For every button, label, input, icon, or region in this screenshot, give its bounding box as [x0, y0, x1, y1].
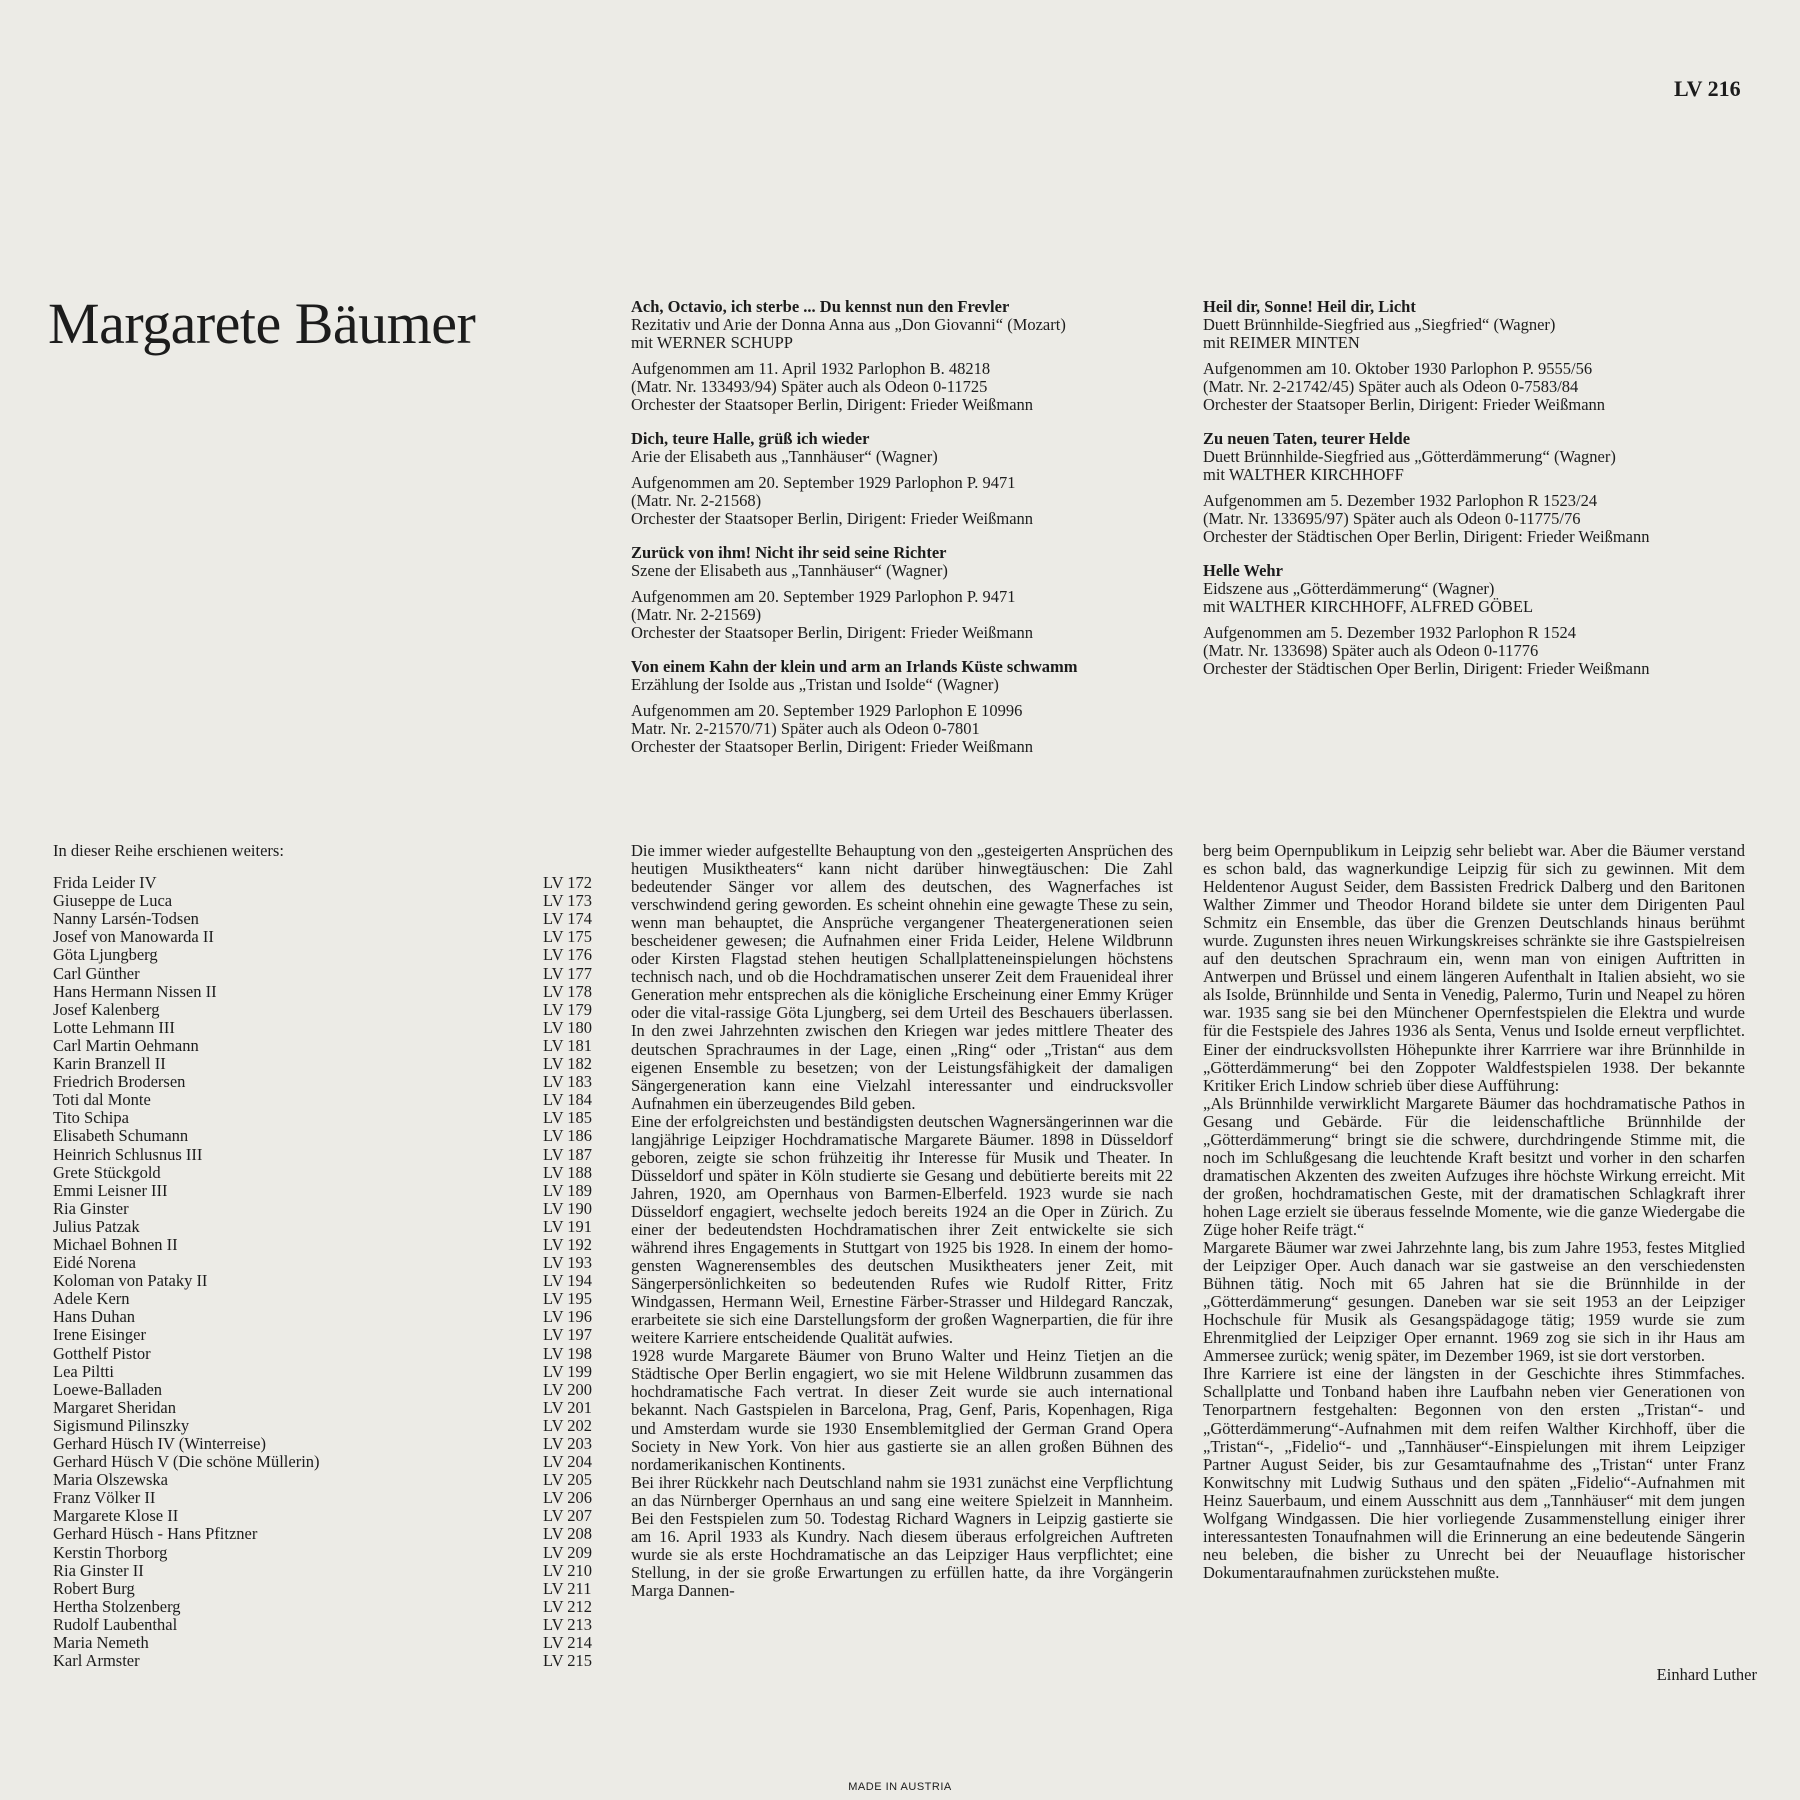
track-recording: Aufgenommen am 10. Oktober 1930 Parlophon P. 9555/56 — [1203, 359, 1593, 378]
series-row — [53, 1399, 601, 1417]
series-name: Sigismund Pilinszky — [53, 1415, 190, 1435]
track-list-right — [1203, 298, 1763, 694]
series-name: Karl Armster — [53, 1651, 140, 1671]
series-name: Göta Ljungberg — [53, 945, 158, 965]
series-code: LV 203 — [543, 1434, 593, 1453]
track-performers: mit REIMER MINTEN — [1203, 333, 1360, 352]
track-matrix: (Matr. Nr. 133698) Später auch als Odeon 0-11776 — [1203, 641, 1539, 660]
essay-paragraph: Eine der erfolgreichsten und beständigsten deutschen Wagnersängerinnen war die langjährige Leipziger Hochdramatische Margarete Bäumer. 1898 in Düsseldorf geboren, zeigte sie schon frühzeitig ihr Interesse für Musik und Theater. In Düsseldorf und später in Köln studierte sie Gesang und debütierte bereits mit 22 Jahren, 1920, am Opernhaus von Barmen-Elberfeld. 1923 wurde sie nach Düsseldorf engagiert, wechselte jedoch bereits 1924 an die Oper in Zürich. Zu einer der bedeutendsten Hochdramatischen ihrer Zeit entwickelte sie sich während ihres Engagements in Stuttgart von 1925 bis 1928. In einem der homogensten Wagnerensembles des deutschen Musiktheaters jener Zeit, mit Sängerpersönlichkeiten so bedeutenden Rufes wie Rudolf Ritter, Fritz Windgassen, Hermann Weil, Ernestine Färber-Strasser und Hildegard Ranczak, erarbeitete sie sich eine Darstellungsform der großen Wagnerpartien, die für ihre weitere Karriere entscheidende Qualität aufwies. — [631, 1111, 1173, 1348]
author-signature: Einhard Luther — [1656, 1665, 1757, 1684]
track-entry — [1203, 562, 1763, 678]
series-name: Kerstin Thorborg — [53, 1542, 168, 1562]
series-row — [53, 1417, 601, 1435]
series-name: Hans Hermann Nissen II — [53, 981, 217, 1001]
series-row — [53, 1164, 601, 1182]
track-description: Rezitativ und Arie der Donna Anna aus „Don Giovanni“ (Mozart) — [631, 315, 1066, 334]
series-row — [53, 892, 601, 910]
series-code: LV 201 — [543, 1397, 593, 1417]
series-row — [53, 1453, 601, 1471]
series-code: LV 187 — [543, 1144, 593, 1164]
track-matrix: (Matr. Nr. 133695/97) Später auch als Odeon 0-11775/76 — [1203, 509, 1581, 528]
essay-paragraph: Ihre Karriere ist eine der längsten in der Geschichte ihres Stimmfaches. Schallplatte und Tonband haben ihre Laufbahn neben vier Generationen von Tenorpartnern festgehalten: Begonnen von den ersten „Tristan“- und „Götterdämmerung“-Aufnahmen mit dem reifen Walther Kirchhoff, über die „Tristan“-, „Fidelio“- und „Tannhäuser“-Einspielungen mit ihrem Leipziger Partner August Seider, bis zur Gesamtaufnahme des „Tristan“ unter Franz Konwitschny mit Ludwig Suthaus und den späten „Fidelio“-Aufnahmen mit Heinz Sauerbaum, und einem Ausschnitt aus dem „Tannhäuser“ mit dem jungen Wolfgang Windgassen. Die hier vorliegende Zusammenstellung einiger ihrer interessantesten Tonaufnahmen will die Erinnerung an eine bedeutende Sängerin neu beleben, die bisher zu Unrecht bei der Neuauflage historischer Dokumentaraufnahmen zurückstehen mußte. — [1203, 1364, 1745, 1582]
series-row — [53, 1525, 601, 1543]
track-recording: Aufgenommen am 20. September 1929 Parlophon E 10996 — [631, 701, 1023, 720]
track-entry — [631, 658, 1191, 756]
series-heading: In dieser Reihe erschienen weiters: — [53, 841, 284, 860]
track-recording: Aufgenommen am 5. Dezember 1932 Parlophon R 1524 — [1203, 623, 1577, 642]
series-row — [53, 1290, 601, 1308]
series-row — [53, 1218, 601, 1236]
track-performers: mit WALTHER KIRCHHOFF — [1203, 465, 1404, 484]
essay-column-1 — [631, 842, 1173, 1600]
series-code: LV 172 — [543, 873, 593, 893]
series-name: Gotthelf Pistor — [53, 1343, 151, 1363]
series-name: Nanny Larsén-Todsen — [53, 909, 199, 929]
series-code: LV 176 — [543, 945, 593, 965]
series-code: LV 195 — [543, 1289, 593, 1309]
series-row — [53, 1580, 601, 1598]
series-row — [53, 1091, 601, 1109]
series-name: Elisabeth Schumann — [53, 1126, 189, 1146]
series-row — [53, 983, 601, 1001]
series-name: Hertha Stolzenberg — [53, 1596, 181, 1616]
series-code: LV 198 — [543, 1343, 593, 1363]
series-code: LV 192 — [543, 1234, 593, 1254]
series-row — [53, 928, 601, 946]
series-row — [53, 1146, 601, 1164]
track-matrix: (Matr. Nr. 2-21742/45) Später auch als Odeon 0-7583/84 — [1203, 377, 1579, 396]
series-code: LV 210 — [543, 1560, 593, 1580]
series-row — [53, 1019, 601, 1037]
series-row — [53, 1435, 601, 1453]
series-code: LV 199 — [543, 1361, 593, 1381]
series-name: Giuseppe de Luca — [53, 891, 173, 911]
series-name: Hans Duhan — [53, 1307, 136, 1327]
series-code: LV 212 — [543, 1596, 593, 1616]
track-title: Dich, teure Halle, grüß ich wieder — [631, 429, 870, 448]
track-orchestra: Orchester der Städtischen Oper Berlin, Dirigent: Frieder Weißmann — [1203, 659, 1650, 678]
track-performers: mit WERNER SCHUPP — [631, 333, 793, 352]
series-name: Eidé Norena — [53, 1253, 136, 1273]
track-matrix: Matr. Nr. 2-21570/71) Später auch als Odeon 0-7801 — [631, 719, 980, 738]
series-code: LV 197 — [543, 1325, 593, 1345]
series-row — [53, 1345, 601, 1363]
series-name: Franz Völker II — [53, 1488, 156, 1508]
essay-column-2 — [1203, 842, 1745, 1582]
series-name: Emmi Leisner III — [53, 1180, 168, 1200]
series-code: LV 211 — [543, 1578, 592, 1598]
series-row — [53, 1254, 601, 1272]
track-description: Szene der Elisabeth aus „Tannhäuser“ (Wagner) — [631, 561, 948, 580]
essay-paragraph: Bei ihrer Rückkehr nach Deutschland nahm sie 1931 zunächst eine Verpflichtung an das Nürnberger Opernhaus an und sang eine weitere Spielzeit in Mannheim. Bei den Festspielen zum 50. Todestag Richard Wagners in Leipzig gastierte sie am 16. April 1933 als Kundry. Nach diesem überaus erfolgreichen Auftreten wurde sie als erste Hochdramatische an das Leipziger Haus verpflichtet; eine Stellung, in der sie große Erwartungen zu erfüllen hatte, da ihre Vorgängerin Marga Dannen- — [631, 1472, 1173, 1600]
track-orchestra: Orchester der Staatsoper Berlin, Dirigent: Frieder Weißmann — [1203, 395, 1606, 414]
series-code: LV 190 — [543, 1198, 593, 1218]
track-orchestra: Orchester der Staatsoper Berlin, Dirigent: Frieder Weißmann — [631, 623, 1034, 642]
series-code: LV 188 — [543, 1162, 593, 1182]
track-title: Von einem Kahn der klein und arm an Irlands Küste schwamm — [631, 657, 1078, 676]
series-row — [53, 910, 601, 928]
series-code: LV 194 — [543, 1271, 593, 1291]
series-code: LV 193 — [543, 1253, 593, 1273]
series-name: Julius Patzak — [53, 1216, 140, 1236]
track-entry — [1203, 430, 1763, 546]
series-name: Josef Kalenberg — [53, 999, 160, 1019]
series-code: LV 214 — [543, 1633, 593, 1653]
series-row — [53, 874, 601, 892]
series-code: LV 208 — [543, 1524, 593, 1544]
series-name: Tito Schipa — [53, 1108, 129, 1128]
series-code: LV 173 — [543, 891, 593, 911]
track-description: Eidszene aus „Götterdämmerung“ (Wagner) — [1203, 579, 1495, 598]
track-entry — [631, 544, 1191, 642]
series-code: LV 175 — [543, 927, 593, 947]
series-code: LV 204 — [543, 1452, 593, 1472]
series-code: LV 178 — [543, 981, 593, 1001]
series-row — [53, 1562, 601, 1580]
footer-made-in: MADE IN AUSTRIA — [848, 1781, 952, 1793]
series-row — [53, 1363, 601, 1381]
series-code: LV 200 — [543, 1379, 593, 1399]
series-items — [53, 874, 601, 1670]
series-name: Josef von Manowarda II — [53, 927, 214, 947]
track-description: Duett Brünnhilde-Siegfried aus „Götterdämmerung“ (Wagner) — [1203, 447, 1616, 466]
series-row — [53, 1037, 601, 1055]
series-row — [53, 1652, 601, 1670]
series-code: LV 182 — [543, 1054, 593, 1074]
track-recording: Aufgenommen am 5. Dezember 1932 Parlophon R 1523/24 — [1203, 491, 1598, 510]
track-recording: Aufgenommen am 11. April 1932 Parlophon B. 48218 — [631, 359, 991, 378]
series-name: Rudolf Laubenthal — [53, 1614, 178, 1634]
series-code: LV 186 — [543, 1126, 593, 1146]
series-code: LV 185 — [543, 1108, 593, 1128]
series-code: LV 215 — [543, 1651, 593, 1671]
series-code: LV 209 — [543, 1542, 593, 1562]
series-name: Toti dal Monte — [53, 1090, 151, 1110]
series-row — [53, 965, 601, 983]
track-title: Ach, Octavio, ich sterbe ... Du kennst nun den Frevler — [631, 297, 1010, 316]
essay-paragraph: „Als Brünnhilde verwirklicht Margarete Bäumer das hochdramatische Pathos in Gesang und Gebärde. Für die leidenschaftliche Brünnhilde der „Götterdämmerung“ bringt sie die schwere, durchdringende Stimme mit, die noch im Schlußgesang die leuchtende Kraft besitzt und vorher in den scharfen dramatischen Akzenten des zweiten Aufzuges ihre höchste Wirkung erreicht. Mit der großen, hochdramatischen Geste, mit der dramatischen Schlagkraft ihrer hohen Lage erzielt sie überaus fesselnde Momente, wie die ganze Wiedergabe die Züge hoher Reife trägt.“ — [1203, 1093, 1745, 1239]
series-name: Gerhard Hüsch V (Die schöne Müllerin) — [53, 1452, 320, 1472]
series-row — [53, 1200, 601, 1218]
essay-paragraph: Die immer wieder aufgestellte Behauptung von den „gesteigerten Ansprüchen des heutigen Musiktheaters“ kann nicht darüber hinwegtäuschen: Die Zahl bedeutender Sänger vor allem des deutschen, des Wagnerfaches ist verschwindend gering geworden. Es scheint ohnehin eine gewagte These zu sein, wenn man behauptet, die Ansprüche vergangener Theatergenerationen seien bescheidener gewesen; die Aufnahmen einer Frida Leider, Helene Wildbrunn oder Kirsten Flagstad stehen heutigen Schallplatteneinspielungen höchstens technisch nach, und ob die Hochdramatischen unserer Zeit dem Frauenideal ihrer Generation mehr entsprechen als die königliche Erscheinung einer Emmy Krüger oder die vital-rassige Göta Ljungberg, sei dem Urteil des Beschauers überlassen. In den zwei Jahrzehnten zwischen den Kriegen war jedes mittlere Theater des deutschen Sprachraumes in der Lage, einen „Ring“ oder „Tristan“ aus dem eigenen Ensemble zu besetzen; von der Leistungsfähigkeit der damaligen Sängergeneration kann eine Vielzahl interessanter und eindrucksvoller Aufnahmen ein überzeugendes Bild geben. — [631, 841, 1173, 1113]
series-name: Margaret Sheridan — [53, 1397, 176, 1417]
series-name: Loewe-Balladen — [53, 1379, 163, 1399]
series-row — [53, 1236, 601, 1254]
track-orchestra: Orchester der Staatsoper Berlin, Dirigent: Frieder Weißmann — [631, 737, 1034, 756]
series-list — [53, 842, 601, 1670]
track-title: Helle Wehr — [1203, 561, 1283, 580]
series-row — [53, 1616, 601, 1634]
series-row — [53, 1055, 601, 1073]
essay-paragraph: berg beim Opernpublikum in Leipzig sehr beliebt war. Aber die Bäumer verstand es schon bald, das wagnerkundige Leipzig für sich zu gewinnen. Mit dem Heldentenor August Seider, dem Bassisten Fredrick Dalberg und den Baritonen Walther Zimmer und Theodor Horand bildete sie unter dem Dirigenten Paul Schmitz ein Ensemble, das über die Grenzen Deutschlands hinaus berühmt wurde. Zugunsten ihres neuen Wirkungskreises schränkte sie ihre Gastspielreisen auf den deutschen Sprachraum ein, wenn man von einigen Auftritten in Antwerpen und Brüssel und einem längeren Aufenthalt in Italien absieht, wo sie als Isolde, Brünnhilde und Senta in Venedig, Palermo, Turin und Neapel zu hören war. 1935 sang sie bei den Münchener Opernfestspielen die Elektra und wurde für die Festspiele des Jahres 1936 als Senta, Venus und Isolde erneut verpflichtet. Einer der eindrucksvollsten Höhepunkte ihrer Karrriere war ihre Brünnhilde in „Götterdämmerung“ bei den Zoppoter Waldfestspielen 1938. Der bekannte Kritiker Erich Lindow schrieb über diese Aufführung: — [1203, 841, 1745, 1095]
series-name: Carl Günther — [53, 963, 140, 983]
series-code: LV 191 — [543, 1216, 593, 1236]
series-row — [53, 1634, 601, 1652]
essay-paragraph: Margarete Bäumer war zwei Jahrzehnte lang, bis zum Jahre 1953, festes Mitglied der Leipziger Oper. Auch danach war sie gastweise an den verschiedensten Bühnen tätig. Noch mit 65 Jahren hat sie die Brünnhilde in der „Götterdämmerung“ gesungen. Daneben war sie seit 1953 an der Leipziger Hochschule für Musik als Gesangspädagoge tätig; 1959 wurde sie zum Ehrenmitglied der Leipziger Oper ernannt. 1969 zog sie sich in ihr Haus am Ammersee zurück; wenig später, im Dezember 1969, ist sie dort verstorben. — [1203, 1238, 1745, 1366]
series-row — [53, 1544, 601, 1562]
track-entry — [631, 430, 1191, 528]
series-code: LV 202 — [543, 1415, 593, 1435]
artist-name: Margarete Bäumer — [48, 291, 476, 356]
series-name: Gerhard Hüsch IV (Winterreise) — [53, 1434, 266, 1453]
track-matrix: (Matr. Nr. 2-21568) — [631, 491, 762, 510]
series-name: Michael Bohnen II — [53, 1234, 178, 1254]
track-recording: Aufgenommen am 20. September 1929 Parlophon P. 9471 — [631, 587, 1016, 606]
series-name: Maria Nemeth — [53, 1633, 149, 1653]
series-row — [53, 1073, 601, 1091]
series-code: LV 189 — [543, 1180, 593, 1200]
series-code: LV 213 — [543, 1614, 593, 1634]
series-code: LV 180 — [543, 1017, 593, 1037]
series-name: Maria Olszewska — [53, 1470, 169, 1490]
series-row — [53, 1308, 601, 1326]
track-recording: Aufgenommen am 20. September 1929 Parlophon P. 9471 — [631, 473, 1016, 492]
series-row — [53, 1001, 601, 1019]
track-description: Erzählung der Isolde aus „Tristan und Isolde“ (Wagner) — [631, 675, 999, 694]
series-name: Ria Ginster II — [53, 1560, 144, 1580]
essay-paragraph: 1928 wurde Margarete Bäumer von Bruno Walter und Heinz Tietjen an die Städtische Oper Berlin engagiert, wo sie mit Helene Wildbrunn zusammen das hochdramatische Fach vertrat. In dieser Zeit wurde sie auch international bekannt. Nach Gastspielen in Barcelona, Prag, Genf, Paris, Kopenhagen, Riga und Amsterdam wurde sie 1930 Ensemblemitglied der German Grand Opera Society in New York. Von hier aus gastierte sie an allen großen Bühnen des nordamerikanischen Kontinents. — [631, 1346, 1173, 1474]
track-matrix: (Matr. Nr. 2-21569) — [631, 605, 762, 624]
series-code: LV 184 — [543, 1090, 593, 1110]
series-name: Adele Kern — [53, 1289, 130, 1309]
series-code: LV 207 — [543, 1506, 593, 1526]
series-name: Heinrich Schlusnus III — [53, 1144, 203, 1164]
series-code: LV 181 — [543, 1035, 593, 1055]
series-code: LV 205 — [543, 1470, 593, 1490]
series-row — [53, 1471, 601, 1489]
catalog-number: LV 216 — [1674, 76, 1741, 101]
series-row — [53, 1109, 601, 1127]
series-name: Ria Ginster — [53, 1198, 129, 1218]
track-orchestra: Orchester der Staatsoper Berlin, Dirigent: Frieder Weißmann — [631, 395, 1034, 414]
series-row — [53, 946, 601, 964]
series-row — [53, 1127, 601, 1145]
series-code: LV 183 — [543, 1072, 593, 1092]
series-row — [53, 1598, 601, 1616]
series-code: LV 196 — [543, 1307, 593, 1327]
track-entry — [1203, 298, 1763, 414]
series-code: LV 174 — [543, 909, 593, 929]
series-name: Robert Burg — [53, 1578, 135, 1598]
track-performers: mit WALTHER KIRCHHOFF, ALFRED GÖBEL — [1203, 597, 1534, 616]
track-matrix: (Matr. Nr. 133493/94) Später auch als Odeon 0-11725 — [631, 377, 988, 396]
series-name: Lea Piltti — [53, 1361, 114, 1381]
series-row — [53, 1326, 601, 1344]
series-code: LV 177 — [543, 963, 593, 983]
series-row — [53, 1489, 601, 1507]
series-name: Lotte Lehmann III — [53, 1017, 175, 1037]
track-description: Duett Brünnhilde-Siegfried aus „Siegfried“ (Wagner) — [1203, 315, 1556, 334]
series-name: Irene Eisinger — [53, 1325, 146, 1345]
track-title: Zurück von ihm! Nicht ihr seid seine Richter — [631, 543, 947, 562]
series-row — [53, 1182, 601, 1200]
series-row — [53, 1381, 601, 1399]
track-list-left — [631, 298, 1191, 772]
series-name: Carl Martin Oehmann — [53, 1035, 199, 1055]
series-name: Koloman von Pataky II — [53, 1271, 208, 1291]
series-name: Margarete Klose II — [53, 1506, 179, 1526]
track-title: Heil dir, Sonne! Heil dir, Licht — [1203, 297, 1416, 316]
series-name: Friedrich Brodersen — [53, 1072, 186, 1092]
series-name: Grete Stückgold — [53, 1162, 161, 1182]
series-name: Gerhard Hüsch - Hans Pfitzner — [53, 1524, 258, 1544]
series-code: LV 179 — [543, 999, 593, 1019]
series-row — [53, 1507, 601, 1525]
series-name: Karin Branzell II — [53, 1054, 166, 1074]
track-entry — [631, 298, 1191, 414]
track-description: Arie der Elisabeth aus „Tannhäuser“ (Wagner) — [631, 447, 938, 466]
series-name: Frida Leider IV — [53, 873, 157, 893]
series-row — [53, 1272, 601, 1290]
track-title: Zu neuen Taten, teurer Helde — [1203, 429, 1411, 448]
track-orchestra: Orchester der Staatsoper Berlin, Dirigent: Frieder Weißmann — [631, 509, 1034, 528]
track-orchestra: Orchester der Städtischen Oper Berlin, Dirigent: Frieder Weißmann — [1203, 527, 1650, 546]
series-code: LV 206 — [543, 1488, 593, 1508]
